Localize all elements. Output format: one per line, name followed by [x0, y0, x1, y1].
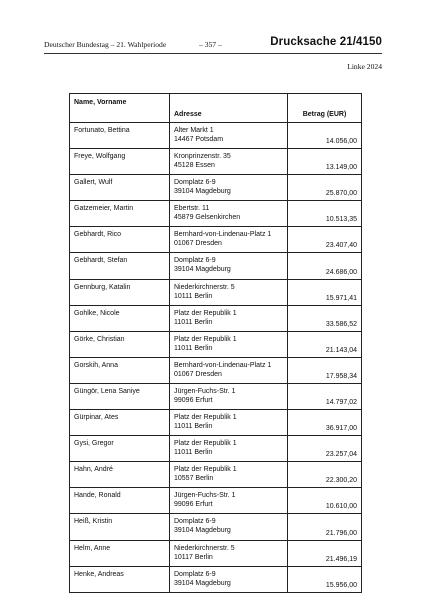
cell-address [170, 566, 288, 592]
address-street: Niederkirchnerstr. 5 [174, 283, 235, 291]
cell-name: Gebhardt, Rico [70, 227, 170, 253]
cell-name: Güngör, Lena Saniye [70, 383, 170, 409]
table-row [70, 279, 362, 305]
cell-amount: 17.958,34 [288, 357, 362, 383]
cell-amount: 21.796,00 [288, 514, 362, 540]
header-rule [44, 53, 382, 54]
cell-address [170, 514, 288, 540]
document-number: Drucksache 21/4150 [270, 36, 382, 48]
address-street: Platz der Republik 1 [174, 309, 237, 317]
cell-amount: 24.686,00 [288, 253, 362, 279]
table-row [70, 357, 362, 383]
cell-amount: 21.143,04 [288, 331, 362, 357]
address-city: 14467 Potsdam [174, 136, 224, 143]
cell-amount: 23.407,40 [288, 227, 362, 253]
address-street: Platz der Republik 1 [174, 440, 237, 448]
address-street: Domplatz 6-9 [174, 518, 216, 526]
cell-name: Görke, Christian [70, 331, 170, 357]
section-tag: Linke 2024 [347, 62, 382, 71]
cell-name: Gohlke, Nicole [70, 305, 170, 331]
page-number: – 357 – [199, 40, 222, 49]
address-city: 99096 Erfurt [174, 501, 213, 509]
table-row [70, 175, 362, 201]
address-city: 11011 Berlin [174, 423, 213, 431]
table-row [70, 305, 362, 331]
cell-address [170, 540, 288, 566]
table-row [70, 462, 362, 488]
page-header [44, 36, 382, 52]
address-street: Niederkirchnerstr. 5 [174, 544, 235, 552]
address-city: 45128 Essen [174, 162, 215, 170]
table-row [70, 514, 362, 540]
table-row [70, 488, 362, 514]
table-row [70, 123, 362, 149]
table-row [70, 383, 362, 409]
address-street: Domplatz 6-9 [174, 179, 216, 187]
address-street: Bernhard-von-Lindenau-Platz 1 [174, 231, 272, 239]
cell-amount: 10.610,00 [288, 488, 362, 514]
cell-amount: 25.870,00 [288, 175, 362, 201]
address-street: Domplatz 6-9 [174, 257, 216, 265]
address-street: Platz der Republik 1 [174, 466, 237, 474]
table-row [70, 331, 362, 357]
cell-name: Fortunato, Bettina [70, 123, 170, 149]
cell-address [170, 436, 288, 462]
cell-amount: 23.257,04 [288, 436, 362, 462]
cell-amount: 33.586,52 [288, 305, 362, 331]
cell-amount: 36.917,00 [288, 410, 362, 436]
address-city: 11011 Berlin [174, 449, 213, 457]
cell-address [170, 357, 288, 383]
cell-address [170, 383, 288, 409]
table-row [70, 566, 362, 592]
cell-name: Heiß, Kristin [70, 514, 170, 540]
cell-name: Gebhardt, Stefan [70, 253, 170, 279]
cell-amount: 21.496,19 [288, 540, 362, 566]
cell-name: Henke, Andreas [70, 566, 170, 592]
table-row [70, 410, 362, 436]
address-street: Jürgen-Fuchs-Str. 1 [174, 387, 236, 395]
address-city: 99096 Erfurt [174, 396, 213, 404]
cell-amount: 14.056,00 [288, 123, 362, 149]
column-header-address: Adresse [170, 94, 288, 123]
cell-amount: 13.149,00 [288, 149, 362, 175]
table-row [70, 253, 362, 279]
address-city: 10557 Berlin [174, 475, 214, 483]
cell-address [170, 410, 288, 436]
table-row [70, 540, 362, 566]
address-street: Domplatz 6-9 [174, 570, 216, 578]
address-street: Bernhard-von-Lindenau-Platz 1 [174, 361, 272, 369]
cell-name: Gysi, Gregor [70, 436, 170, 462]
cell-address [170, 123, 288, 149]
cell-address [170, 175, 288, 201]
address-city: 39104 Magdeburg [174, 188, 231, 196]
address-city: 11011 Berlin [174, 344, 213, 352]
address-city: 10111 Berlin [174, 292, 213, 300]
address-city: 10117 Berlin [174, 553, 213, 561]
address-city: 01067 Dresden [174, 240, 222, 248]
cell-name: Gennburg, Katalin [70, 279, 170, 305]
publication-title: Deutscher Bundestag – 21. Wahlperiode [44, 40, 167, 49]
address-street: Kronprinzenstr. 35 [174, 153, 231, 161]
cell-address [170, 331, 288, 357]
table-header-row [70, 94, 362, 123]
table-row [70, 201, 362, 227]
cell-address [170, 227, 288, 253]
table-row [70, 149, 362, 175]
address-street: Jürgen-Fuchs-Str. 1 [174, 492, 236, 500]
cell-name: Gatzemeier, Martin [70, 201, 170, 227]
cell-address [170, 462, 288, 488]
cell-name: Helm, Anne [70, 540, 170, 566]
address-city: 11011 Berlin [174, 318, 213, 326]
cell-name: Gorskih, Anna [70, 357, 170, 383]
cell-amount: 15.956,00 [288, 566, 362, 592]
table-row [70, 436, 362, 462]
cell-amount: 22.300,20 [288, 462, 362, 488]
cell-address [170, 201, 288, 227]
address-street: Alter Markt 1 [174, 127, 214, 134]
cell-address [170, 488, 288, 514]
address-street: Ebertstr. 11 [174, 205, 210, 213]
cell-amount: 10.513,35 [288, 201, 362, 227]
address-city: 45879 Gelsenkirchen [174, 214, 241, 222]
address-street: Platz der Republik 1 [174, 335, 237, 343]
cell-name: Hande, Ronald [70, 488, 170, 514]
address-city: 39104 Magdeburg [174, 579, 231, 587]
donations-table [69, 93, 362, 593]
cell-address [170, 253, 288, 279]
column-header-amount: Betrag (EUR) [288, 94, 362, 123]
cell-amount: 15.971,41 [288, 279, 362, 305]
address-city: 39104 Magdeburg [174, 527, 231, 535]
cell-address [170, 149, 288, 175]
address-city: 01067 Dresden [174, 370, 222, 378]
cell-amount: 14.797,02 [288, 383, 362, 409]
cell-name: Freye, Wolfgang [70, 149, 170, 175]
address-street: Platz der Republik 1 [174, 414, 237, 422]
column-header-name: Name, Vorname [70, 94, 170, 123]
address-city: 39104 Magdeburg [174, 266, 231, 274]
cell-name: Hahn, André [70, 462, 170, 488]
cell-address [170, 279, 288, 305]
table-row [70, 227, 362, 253]
cell-address [170, 305, 288, 331]
cell-name: Gallert, Wulf [70, 175, 170, 201]
cell-name: Gürpinar, Ates [70, 410, 170, 436]
